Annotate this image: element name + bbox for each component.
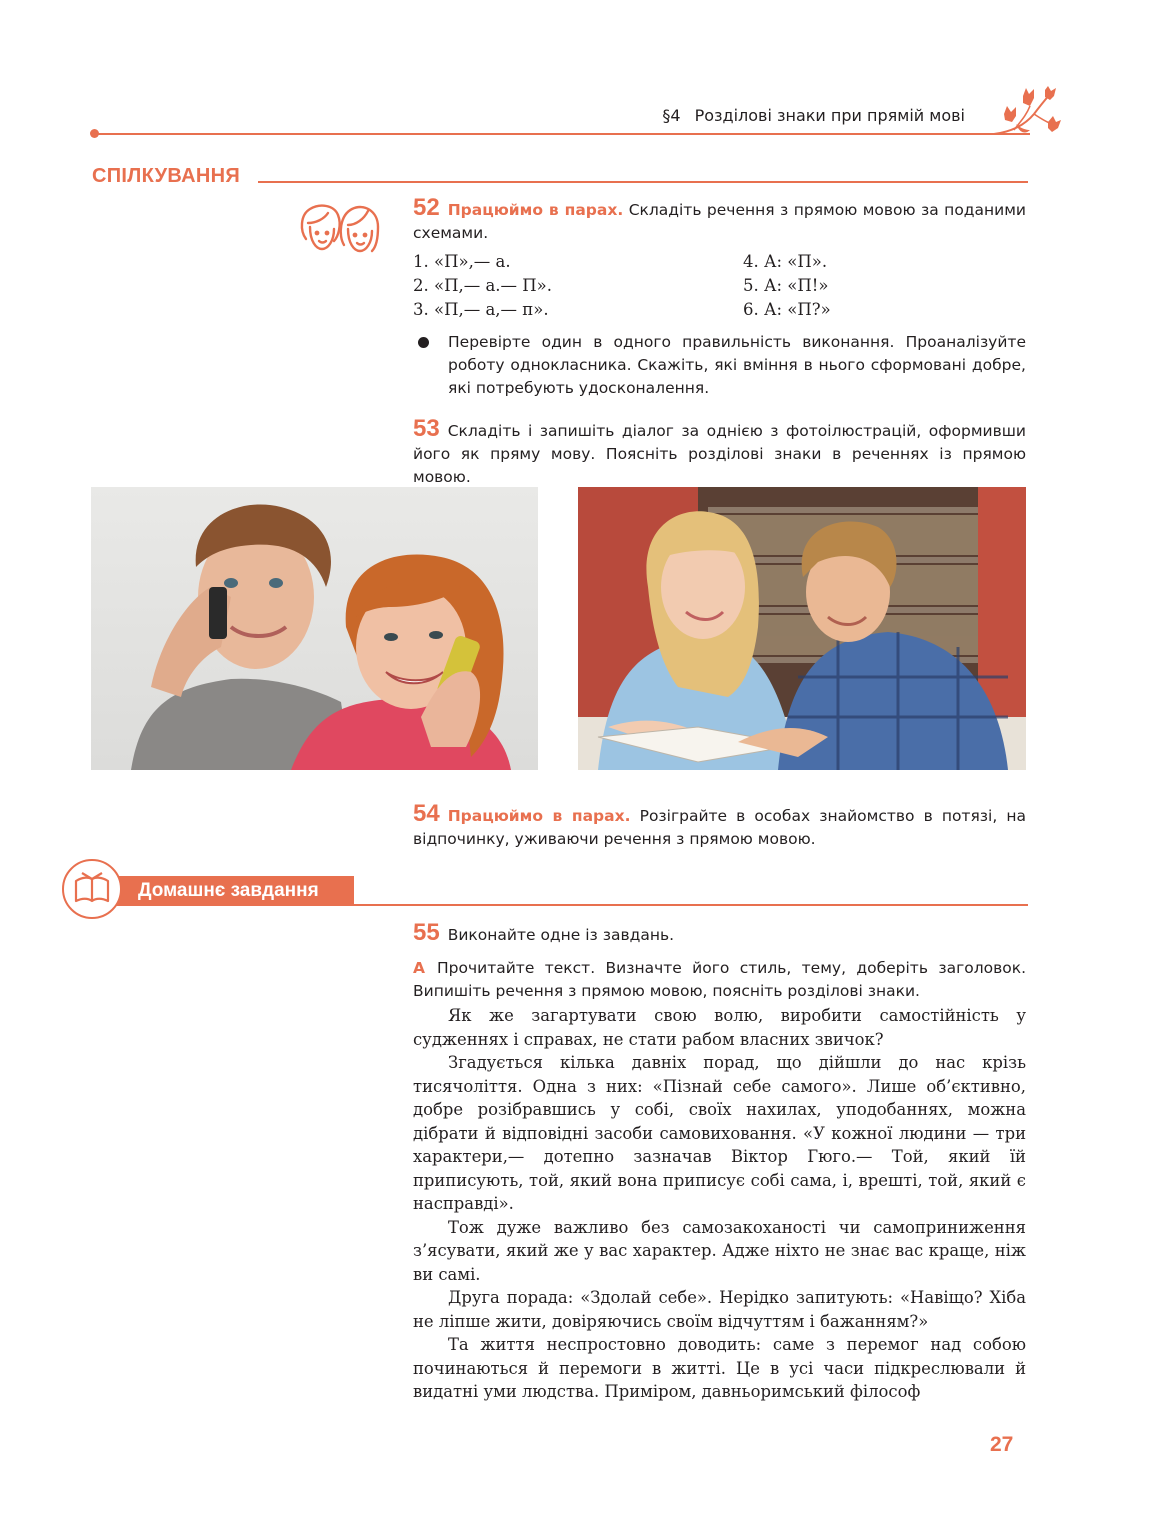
running-header: [560, 106, 965, 125]
exercise-text: Складіть і запишіть діалог за однією з фотоілюстрацій, оформивши його як пряму мову. Поясніть розділові знаки в реченнях із прямою мовою.: [413, 422, 1026, 486]
scheme-item: 5. А: «П!»: [743, 276, 829, 295]
exercise-text: Виконайте одне із завдань.: [447, 926, 675, 944]
exercise-label: Працюймо в парах.: [447, 807, 631, 825]
photo-children-phones: [91, 487, 538, 770]
exercise-52: [413, 196, 1026, 245]
exercise-number: 53: [413, 415, 440, 442]
header-rule: [95, 133, 1030, 135]
section-title: Розділові знаки при прямій мові: [694, 106, 965, 125]
exercise-number: 52: [413, 194, 440, 221]
task-text: Прочитайте текст. Визначте його стиль, тему, доберіть заголовок. Випишіть речення з прямою мовою, поясніть розділові знаки.: [413, 959, 1026, 1000]
text-paragraph: Тож дуже важливо без самозакоханості чи самоприниження з’ясувати, який же у вас характер. Адже ніхто не знає вас краще, ніж ви самі.: [413, 1217, 1026, 1284]
task-a: [413, 957, 1026, 1003]
bullet-text: Перевірте один в одного правильність виконання. Проаналізуйте роботу однокласника. Скажіть, які вміння в нього сформовані добре, які потребують удосконалення.: [448, 333, 1026, 397]
exercise-text: Складіть речення з прямою мовою за поданими схемами.: [413, 201, 1026, 242]
exercise-54: [413, 802, 1026, 851]
exercise-number: 54: [413, 800, 440, 827]
section-number: §4: [662, 106, 681, 125]
scheme-item: 2. «П,— а.— П».: [413, 276, 553, 295]
task-letter: А: [413, 959, 425, 977]
scheme-item: 4. А: «П».: [743, 252, 828, 271]
text-paragraph: Як же загартувати свою волю, виробити самостійність у судженнях і справах, не стати рабом власних звичок?: [413, 1006, 1026, 1049]
section-rule: [258, 181, 1028, 183]
exercise-text: Розіграйте в особах знайомство в потязі, на відпочинку, уживаючи речення з прямою мовою.: [413, 807, 1026, 848]
book-icon: [72, 871, 112, 907]
reading-text: [413, 1004, 1026, 1404]
text-paragraph: Та життя неспростовно доводить: саме з перемог над собою починаються й перемоги в житті. Це в усі часи підкреслювали й видатні уми людства. Приміром, давньоримський філософ: [413, 1335, 1026, 1401]
flower-ornament-icon: [990, 86, 1064, 144]
exercise-number: 55: [413, 919, 440, 946]
scheme-item: 6. А: «П?»: [743, 300, 831, 319]
section-heading: СПІЛКУВАННЯ: [92, 165, 241, 187]
scheme-item: 1. «П»,— а.: [413, 252, 511, 271]
photo-students-library: [578, 487, 1026, 770]
text-paragraph: Друга порада: «Здолай себе». Нерідко запитують: «Навіщо? Хіба не ліпше жити, довіряючись своїм відчуттям і бажанням?»: [413, 1288, 1026, 1331]
page-number: 27: [990, 1433, 1014, 1456]
scheme-item: 3. «П,— а,— п».: [413, 300, 549, 319]
homework-title: Домашнє завдання: [138, 880, 319, 901]
exercise-55: [413, 921, 1026, 947]
bullet-icon: [418, 337, 429, 348]
exercise-53: [413, 417, 1026, 489]
text-paragraph: Згадується кілька давніх порад, що дійшли до нас крізь тисячоліття. Одна з них: «Пізнай себе самого». Лише об’єктивно, добре розібравшись у собі, своїх нахилах, уподобаннях, можна дібрати й відповідні засоби самовиховання. «У кожної людини — три характери,— дотепно зазначав Віктор Гюго.— Той, який їй приписують, той, який вона приписує собі сама, і, врешті, той, який є насправді».: [413, 1053, 1026, 1213]
homework-banner: [118, 876, 354, 906]
pair-work-icon: [298, 201, 382, 257]
exercise-label: Працюймо в парах.: [447, 201, 624, 219]
